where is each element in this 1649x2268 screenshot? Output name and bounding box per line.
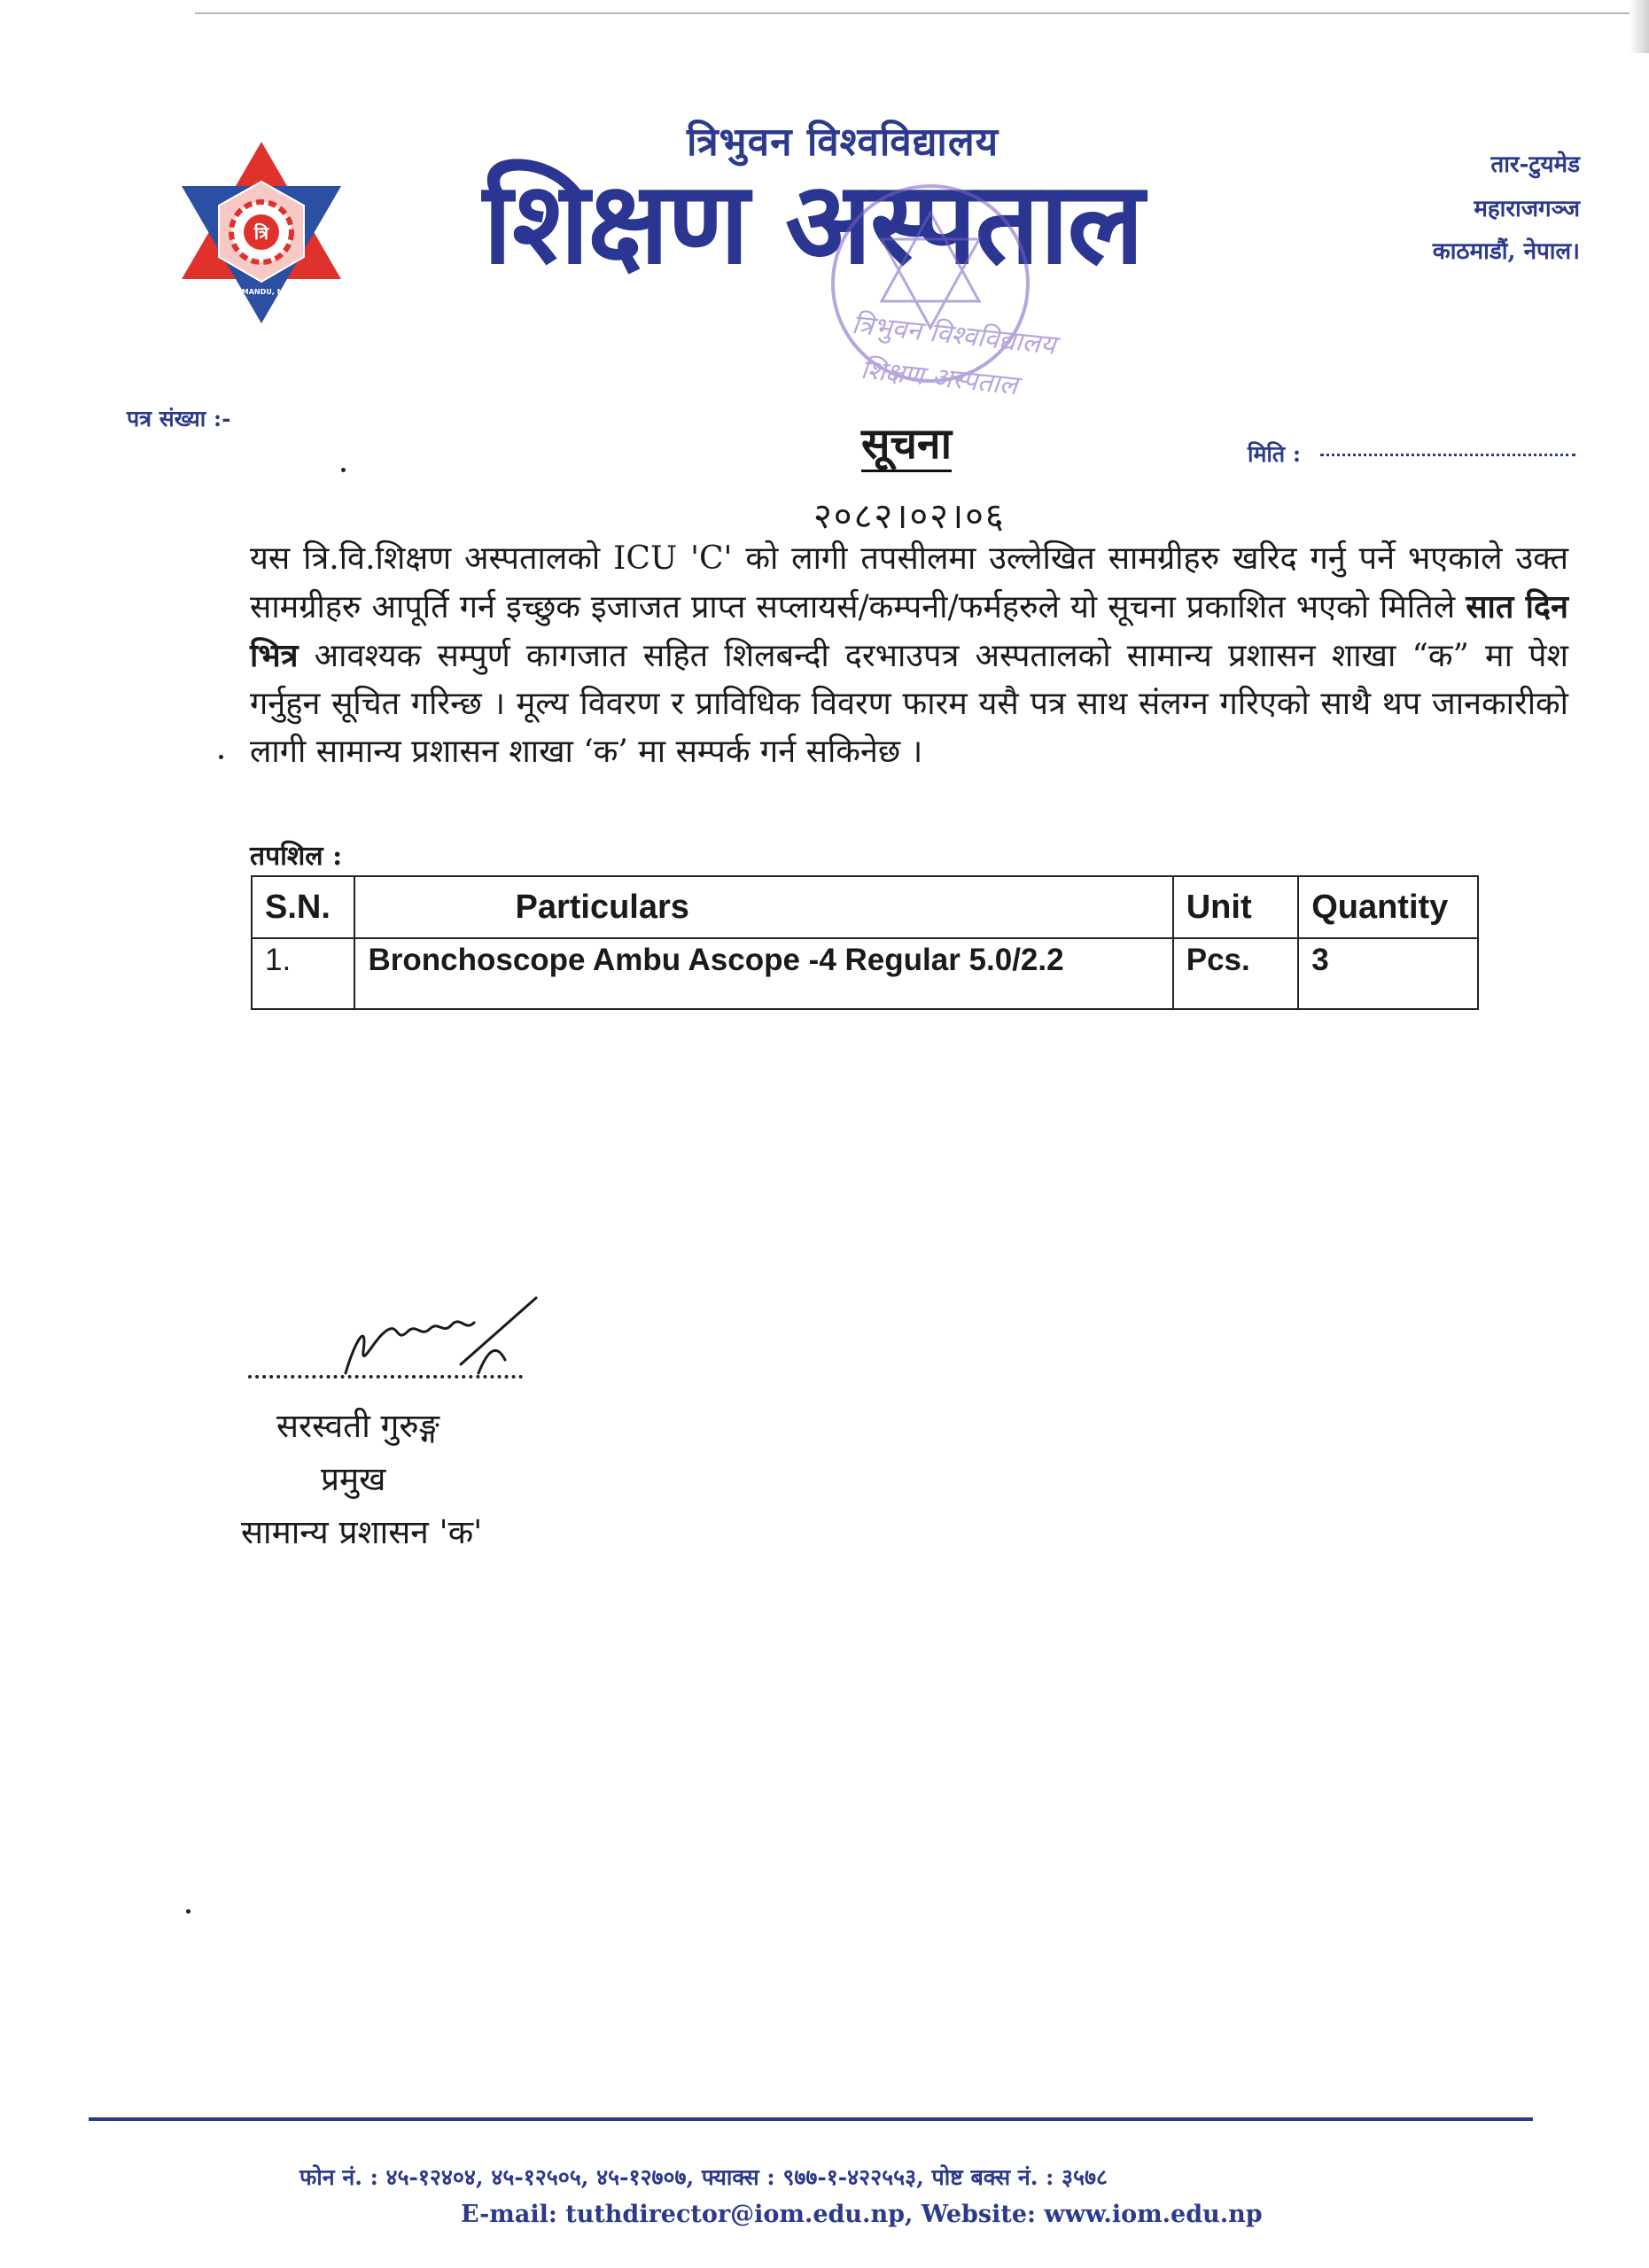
logo-text-bottom: KATHMANDU, NEPAL: [220, 288, 303, 296]
logo-text-left: त्रिभुवन: [210, 165, 233, 178]
header-quantity: Quantity: [1298, 876, 1478, 938]
address-line-1: तार-टुयमेड: [1490, 151, 1580, 178]
handwritten-signature: [328, 1289, 541, 1395]
footer-divider: [89, 2117, 1533, 2121]
university-name: त्रिभुवन विश्वविद्यालय: [687, 120, 1000, 165]
scan-speck: [219, 755, 223, 759]
date-label: मिति :: [1248, 441, 1302, 467]
cell-particulars: Bronchoscope Ambu Ascope -4 Regular 5.0/2.2: [354, 938, 1172, 1009]
notice-body-part-1: यस त्रि.वि.शिक्षण अस्पतालको ICU 'C' को लागी तपसीलमा उल्लेखित सामग्रीहरु खरिद गर्नु पर्ने भएकाले उक्त सामग्रीहरु आपूर्ति गर्न इच्छुक इजाजत प्राप्त सप्लायर्स/कम्पनी/फर्महरुले यो सूचना प्रकाशित भएको मितिले: [250, 540, 1568, 625]
stamp-star-up: [882, 213, 979, 301]
signature-stroke: [346, 1298, 536, 1373]
table-header-row: [252, 876, 1478, 938]
notice-date: २०८२।०२।०६: [813, 496, 1006, 537]
stamp-text-line-2: शिक्षण अस्पताल: [859, 353, 1020, 402]
footer-email-website: E-mail: tuthdirector@iom.edu.np, Website: www.iom.edu.np: [461, 2201, 1263, 2228]
cell-quantity: 3: [1298, 938, 1478, 1009]
address-line-3: काठमाडौं, नेपाल।: [1432, 238, 1580, 265]
cell-sn: 1.: [252, 938, 354, 1009]
hospital-name: शिक्षण अस्पताल: [483, 157, 1143, 290]
header-particulars: Particulars: [354, 876, 1172, 938]
signatory-title: प्रमुख: [321, 1460, 386, 1498]
items-table: [251, 875, 1479, 1010]
notice-title: सूचना: [861, 421, 952, 472]
signature-dotted-line: [248, 1375, 523, 1379]
logo-text-right: विश्वविद्यालय: [280, 166, 320, 183]
scan-top-rule: [195, 12, 1630, 14]
reference-number-label: पत्र संख्या :-: [127, 406, 231, 431]
notice-body-deadline: सात दिन भित्र: [250, 588, 1568, 674]
date-blank-line: [1320, 454, 1575, 456]
table-row: [252, 938, 1478, 1009]
scan-speck: [186, 1909, 191, 1914]
header-sn: S.N.: [252, 876, 354, 938]
header-unit: Unit: [1173, 876, 1298, 938]
stamp-text-line-1: त्रिभुवन विश्वविद्यालय: [850, 308, 1058, 361]
scan-speck: [341, 468, 346, 472]
signatory-name: सरस्वती गुरुङ्ग: [276, 1407, 439, 1445]
details-label: तपशिल :: [250, 841, 343, 872]
signatory-department: सामान्य प्रशासन 'क': [241, 1513, 483, 1551]
scan-edge-shadow: [1630, 0, 1649, 53]
notice-body-part-2: आवश्यक सम्पुर्ण कागजात सहित शिलबन्दी दरभाउपत्र अस्पतालको सामान्य प्रशासन शाखा “क” मा पेश गर्नुहुन सूचित गरिन्छ । मूल्य विवरण र प्राविधिक विवरण फारम यसै पत्र साथ संलग्न गरिएको साथै थप जानकारीको लागी सामान्य प्रशासन शाखा ‘क’ मा सम्पर्क गर्न सकिनेछ ।: [250, 638, 1568, 770]
cell-unit: Pcs.: [1173, 938, 1298, 1009]
address-line-2: महाराजगञ्ज: [1474, 196, 1580, 222]
footer-contact: फोन नं. : ४५-१२४०४, ४५-१२५०५, ४५-१२७०७, फ्याक्स : ९७७-१-४२२५५३, पोष्ट बक्स नं. : ३५७८: [299, 2164, 1108, 2190]
university-logo: [173, 133, 350, 328]
notice-body: [250, 535, 1568, 776]
official-stamp: [797, 177, 1063, 416]
logo-emblem-text: त्रि: [253, 222, 269, 244]
